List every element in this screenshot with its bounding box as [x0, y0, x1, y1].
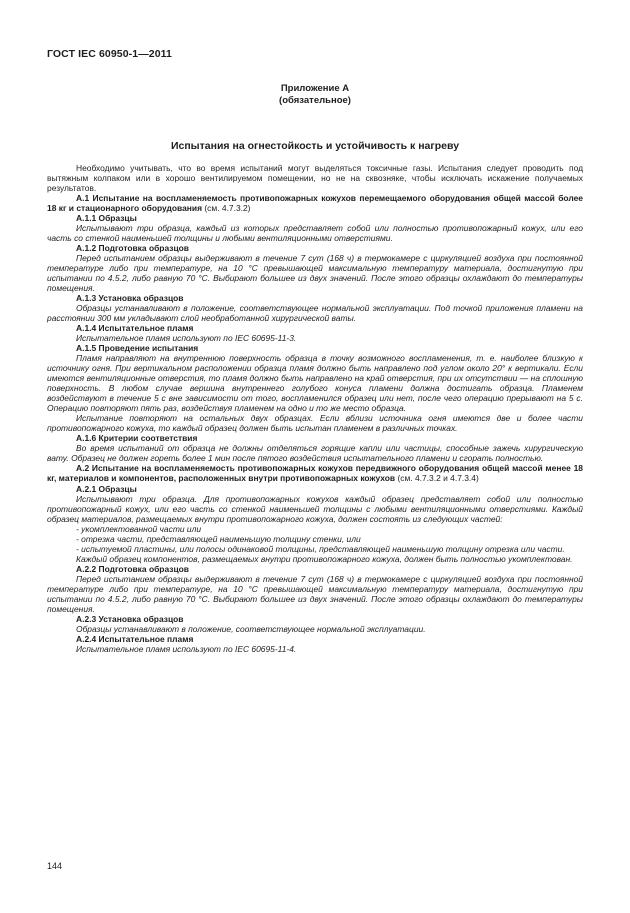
- section-heading-text: А.2 Испытание на воспламеняемость противопожарных кожухов передвижного оборудования общей массой менее 18 кг, материалов и компонентов, расположенных внутри противопожарных кожухов: [47, 463, 583, 484]
- intro-paragraph: Необходимо учитывать, что во время испытаний могут выделяться токсичные газы. Испытания следует проводить под вытяжным колпаком или в хорошо вентилируемом помещении, но не на сквозняке, чтобы исключать искажение получаемых результатов.: [47, 163, 583, 194]
- paragraph: Испытывают три образца. Для противопожарных кожухов каждый образец представляет собой или полностью противопожарный кожух, или его часть со стенкой наименьшей толщины с любыми вентиляционными отверстиями. Каждый образец материалов, размещаемых внутри противопожарного кожуха, должен состоять из следующих частей:: [47, 493, 583, 524]
- paragraph: Испытательное пламя используют по IEC 60695-11-3.: [76, 333, 297, 344]
- document-header: ГОСТ IEC 60950-1—2011: [47, 48, 172, 60]
- subsection-heading: А.2.1 Образцы: [76, 483, 137, 494]
- section-heading-a2: [47, 463, 583, 483]
- list-item: - отрезка части, представляющей наименьшую толщину стенки, или: [76, 533, 361, 544]
- paragraph: Перед испытанием образцы выдерживают в течение 7 сут (168 ч) в термокамере с циркуляцией воздуха при постоянной температуре либо при температуре, на 10 °С превышающей максимальную температуру материала, достигнутую при испытании по 4.5.2, либо равную 70 °С. Выбирают большее из двух значений. После этого образцы охлаждают до температуры помещения.: [47, 253, 583, 294]
- document-body: [47, 163, 583, 654]
- paragraph: Каждый образец компонентов, размещаемых внутри противопожарного кожуха, должен быть полностью укомплектован.: [76, 553, 573, 564]
- subsection-heading: А.1.6 Критерии соответствия: [76, 433, 198, 444]
- list-item: - укомплектованной части или: [76, 523, 202, 534]
- paragraph: Испытание повторяют на остальных двух образцах. Если вблизи источника огня имеются две и более части противопожарного кожуха, то каждый образец должен быть испытан пламенем в различных точках.: [47, 413, 583, 434]
- paragraph: Пламя направляют на внутреннюю поверхность образца в точку возможного воспламенения, т. е. наиболее близкую к источнику огня. При вертикальном расположении образца пламя должно быть направлено под углом около 20° к вертикали. Если имеются вентиляционные отверстия, то пламя должно быть направлено на край отверстия, при их отсутствии — на сплошную поверхность. В любом случае вершина внутреннего голубого конуса пламени должна достигать образца. Пламенем воздействуют в течение 5 с вне зависимости от того, воспламенился образец или нет, после чего операцию прерывают на 5 с. Операцию повторяют пять раз, воздействуя пламенем на одно и то же место образца.: [47, 353, 583, 414]
- page-number: 144: [47, 861, 63, 871]
- section-heading-a1: [47, 193, 583, 213]
- paragraph: Испытательное пламя используют по IEC 60695-11-4.: [76, 643, 297, 654]
- appendix-title: Приложение А: [280, 83, 350, 94]
- paragraph: Во время испытаний от образца не должны отделяться горящие капли или частицы, способные зажечь хирургическую вату. Образец не должен гореть более 1 мин после пятого воздействия испытательного пламени и сгорать полностью.: [47, 443, 583, 464]
- subsection-heading: А.2.3 Установка образцов: [76, 613, 184, 624]
- paragraph: Образцы устанавливают в положение, соответствующее нормальной эксплуатации.: [76, 623, 426, 634]
- subsection-heading: А.1.3 Установка образцов: [76, 293, 184, 304]
- paragraph: Перед испытанием образцы выдерживают в течение 7 сут (168 ч) в термокамере с циркуляцией воздуха при постоянной температуре либо при температуре, на 10 °С превышающей максимальную температуру материала, достигнутую при испытании по 4.5.2, либо равную 70 °С. Выбирают большее из двух значений. После этого образцы охлаждают до температуры помещения.: [47, 573, 583, 614]
- subsection-heading: А.2.2 Подготовка образцов: [76, 563, 189, 574]
- subsection-heading: А.1.4 Испытательное пламя: [76, 323, 194, 334]
- paragraph: Образцы устанавливают в положение, соответствующее нормальной эксплуатации. Под точкой приложения пламени на расстоянии 300 мм укладывают слой необработанной хирургической ваты.: [47, 303, 583, 324]
- subsection-heading: А.1.5 Проведение испытания: [76, 343, 199, 354]
- subsection-heading: А.1.1 Образцы: [76, 213, 137, 224]
- subsection-heading: А.2.4 Испытательное пламя: [76, 633, 194, 644]
- subsection-heading: А.1.2 Подготовка образцов: [76, 243, 189, 254]
- section-heading-ref: (см. 4.7.3.2 и 4.7.3.4): [395, 473, 479, 484]
- paragraph: Испытывают три образца, каждый из которых представляет собой или полностью противопожарный кожух, или его часть со стенкой наименьшей толщины и любыми вентиляционными отверстиями.: [47, 223, 583, 244]
- appendix-subtitle: (обязательное): [279, 95, 351, 106]
- list-item: - испытуемой пластины, или полосы одинаковой толщины, представляющей наименьшую толщину отрезка или части.: [76, 543, 565, 554]
- section-heading-ref: (см. 4.7.3.2): [202, 203, 251, 214]
- main-title: Испытания на огнестойкость и устойчивость к нагреву: [170, 140, 460, 152]
- section-heading-text: А.1 Испытание на воспламеняемость противопожарных кожухов перемещаемого оборудования общей массой более 18 кг и стационарного оборудования: [47, 193, 583, 214]
